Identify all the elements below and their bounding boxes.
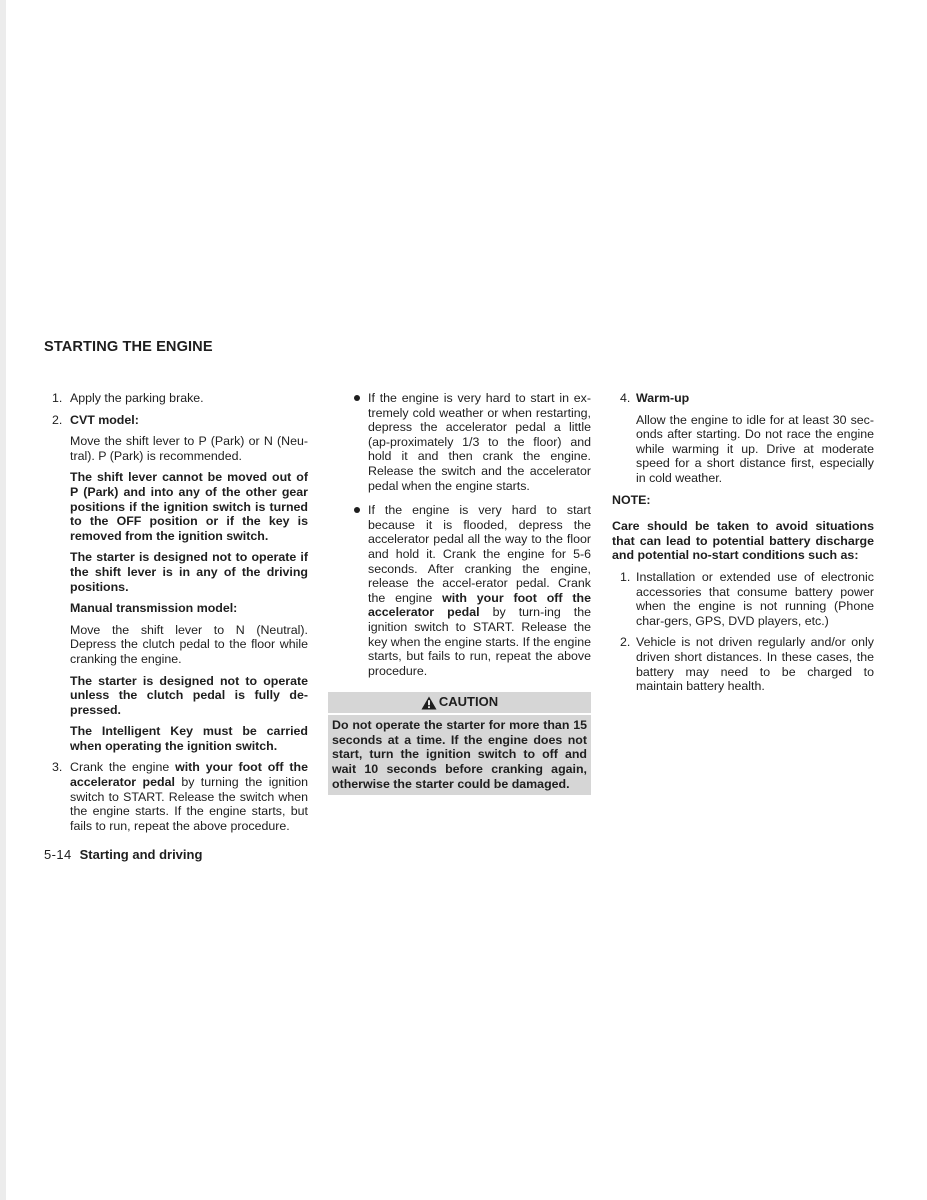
bullet-dot-icon (354, 395, 360, 401)
bullet-text: If the engine is very hard to start in ex-tremely cold weather or when restarting, depress the accelerator pedal a little (ap-proximately 1/3 to the floor) and hold it and then crank the engine. Release the switch and the accelerator pedal when the engine starts. (368, 391, 591, 493)
note-item-2 (612, 635, 874, 693)
bullet-text (368, 503, 591, 678)
bold-note: The starter is designed not to operate if the shift lever is in any of the driving positions. (70, 550, 308, 594)
column-right (612, 391, 874, 701)
step-number: 2. (52, 412, 63, 427)
caution-box (328, 692, 591, 795)
text-run: by turning the ignition switch to START. Release the switch when the engine starts. If the engine starts, but fails to run, repeat the above procedure. (70, 775, 309, 833)
item-number: 1. (620, 569, 631, 584)
item-text: Vehicle is not driven regularly and/or only driven short distances. In these cases, the battery may need to be charged to maintain battery health. (636, 635, 874, 694)
column-middle (328, 391, 591, 795)
caution-label: CAUTION (438, 694, 499, 710)
step-2 (44, 413, 308, 428)
bullet-dot-icon (354, 507, 360, 513)
page-number: 5-14 (44, 847, 72, 862)
step-text: Apply the parking brake. (70, 391, 204, 405)
section-name: Starting and driving (79, 847, 203, 862)
emphasis-text: with your foot off the accelerator pedal (368, 590, 591, 620)
item-number: 2. (620, 635, 631, 650)
step-3 (44, 760, 308, 833)
note-title: NOTE: (612, 492, 651, 507)
step-title: CVT model: (70, 412, 139, 427)
note-lead: Care should be taken to avoid situations that can lead to potential battery discharge and potential no-start conditions such as: (612, 519, 874, 563)
paragraph: Move the shift lever to N (Neutral). Depress the clutch pedal to the floor while cranking the engine. (70, 622, 308, 666)
step-title: Warm-up (636, 391, 690, 405)
page-gutter (0, 0, 6, 1200)
bold-note: The shift lever cannot be moved out of P (Park) and into any of the other gear positions if the ignition switch is turned to the OFF position or if the key is removed from the ignition switch. (70, 470, 308, 543)
subheading: Manual transmission model: (70, 601, 238, 616)
step-number: 3. (52, 760, 63, 775)
text-run: If the engine is very hard to start because it is flooded, depress the accelerator pedal all the way to the floor and hold it. Crank the engine for 5-6 seconds. After cranking the engine, release the accel-erator pedal. Crank the engine (368, 503, 591, 605)
bold-note: The starter is designed not to operate unless the clutch pedal is fully de-pressed. (70, 673, 308, 717)
bold-note: The Intelligent Key must be carried when operating the ignition switch. (70, 724, 308, 753)
step-text (70, 760, 308, 833)
paragraph: Move the shift lever to P (Park) or N (Neu-tral). P (Park) is recommended. (70, 434, 308, 463)
text-run: Crank the engine (70, 760, 176, 775)
note-item-1 (612, 570, 874, 628)
emphasis-text: with your foot off the accelerator pedal (70, 760, 308, 790)
step-number: 4. (620, 391, 631, 405)
page-footer (44, 848, 202, 863)
item-text: Installation or extended use of electronic accessories that consume battery power when the engine is not running (Phone char-gers, GPS, DVD players, etc.) (636, 569, 874, 628)
column-left (44, 391, 308, 840)
warning-triangle-icon (421, 696, 437, 710)
caution-text: Do not operate the starter for more than 15 seconds at a time. If the engine does not start, turn the ignition switch to off and wait 10 seconds before cranking again, otherwise the starter could be damaged. (332, 718, 587, 791)
bullet-item (328, 391, 591, 493)
text-run: by turn-ing the ignition switch to START. Release the key when the engine starts. If the engine starts, but fails to run, repeat the above procedure. (368, 605, 592, 678)
step-4 (612, 391, 874, 406)
paragraph: Allow the engine to idle for at least 30 sec-onds after starting. Do not race the engine while warming it up. Drive at moderate speed for a short distance first, especially in cold weather. (636, 412, 874, 485)
step-1 (44, 391, 308, 406)
step-number: 1. (52, 391, 63, 405)
caution-header (328, 692, 591, 715)
bullet-item (328, 503, 591, 678)
section-heading: STARTING THE ENGINE (44, 339, 213, 355)
